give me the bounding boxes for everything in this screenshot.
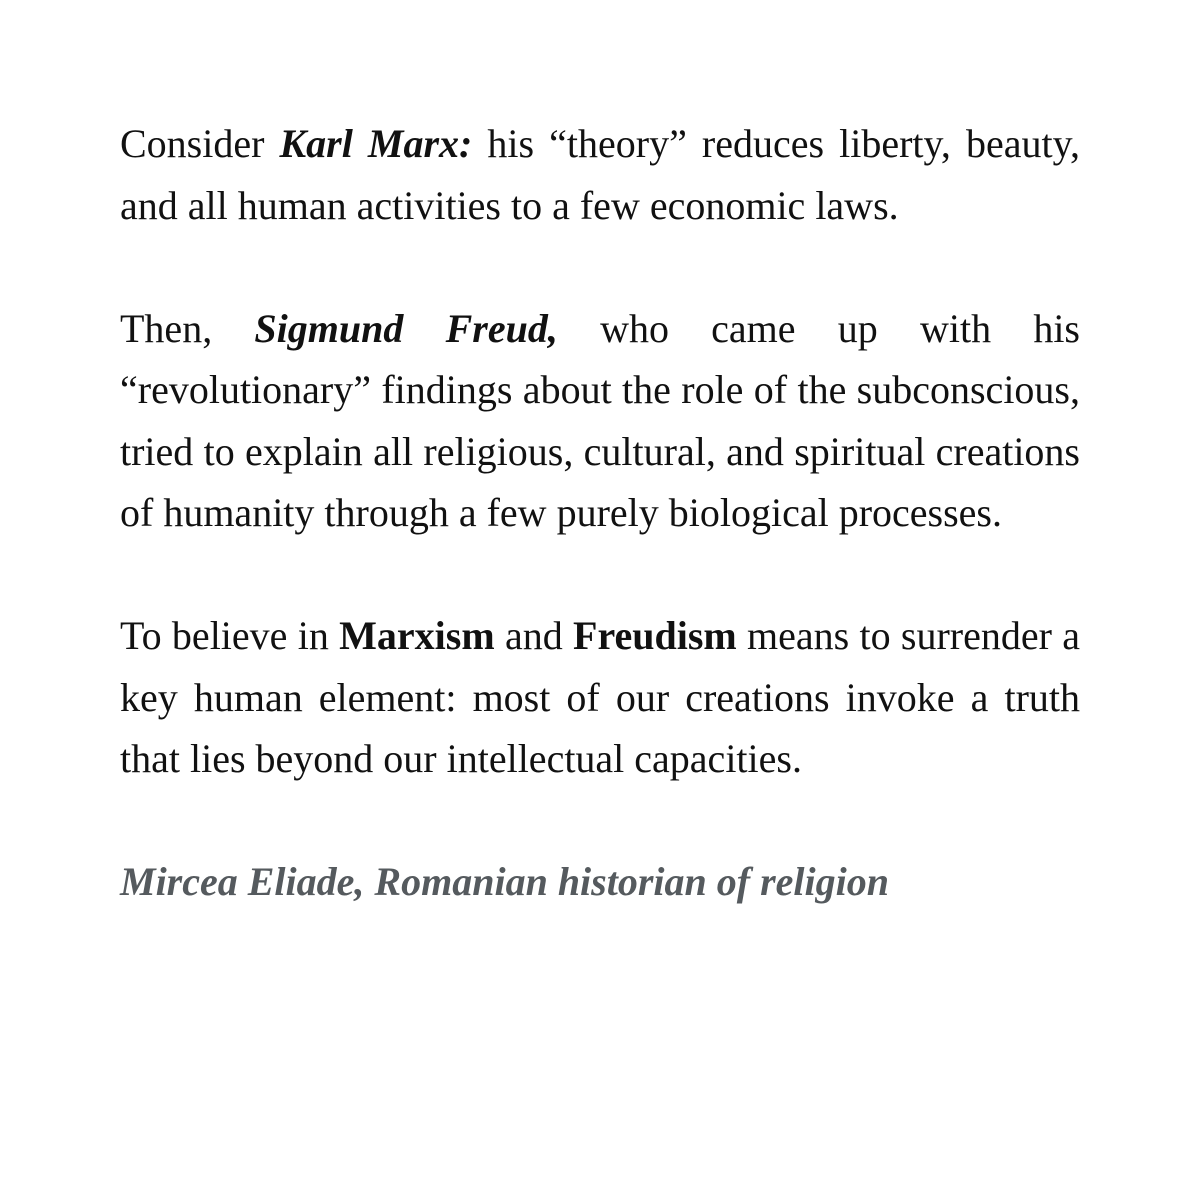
term-marxism: Marxism [339, 613, 495, 658]
text: his “theory” reduces liberty, beauty, and all human activities to a few economic laws. [120, 121, 1081, 228]
term-freudism: Freudism [573, 613, 737, 658]
text: Consider [120, 121, 280, 166]
paragraph-conclusion [120, 605, 1080, 790]
text: and [494, 613, 574, 658]
quote-block [120, 113, 1080, 913]
text: means to surrender a key human element: most of our creations invoke a truth that lies beyond our intellectual capacities. [120, 613, 1081, 781]
name-karl-marx: Karl Marx: [279, 121, 473, 166]
paragraph-marx [120, 113, 1080, 236]
paragraph-freud [120, 298, 1080, 544]
attribution: Mircea Eliade, Romanian historian of religion [120, 859, 890, 904]
name-sigmund-freud: Sigmund Freud, [254, 305, 558, 351]
text: To believe in [120, 613, 340, 658]
text: who came up with his “revolutionary” findings about the role of the subconscious, tried to explain all religious, cultural, and spiritual creations of humanity through a few purely biological processes. [120, 305, 1080, 535]
text: Then, [120, 305, 255, 351]
